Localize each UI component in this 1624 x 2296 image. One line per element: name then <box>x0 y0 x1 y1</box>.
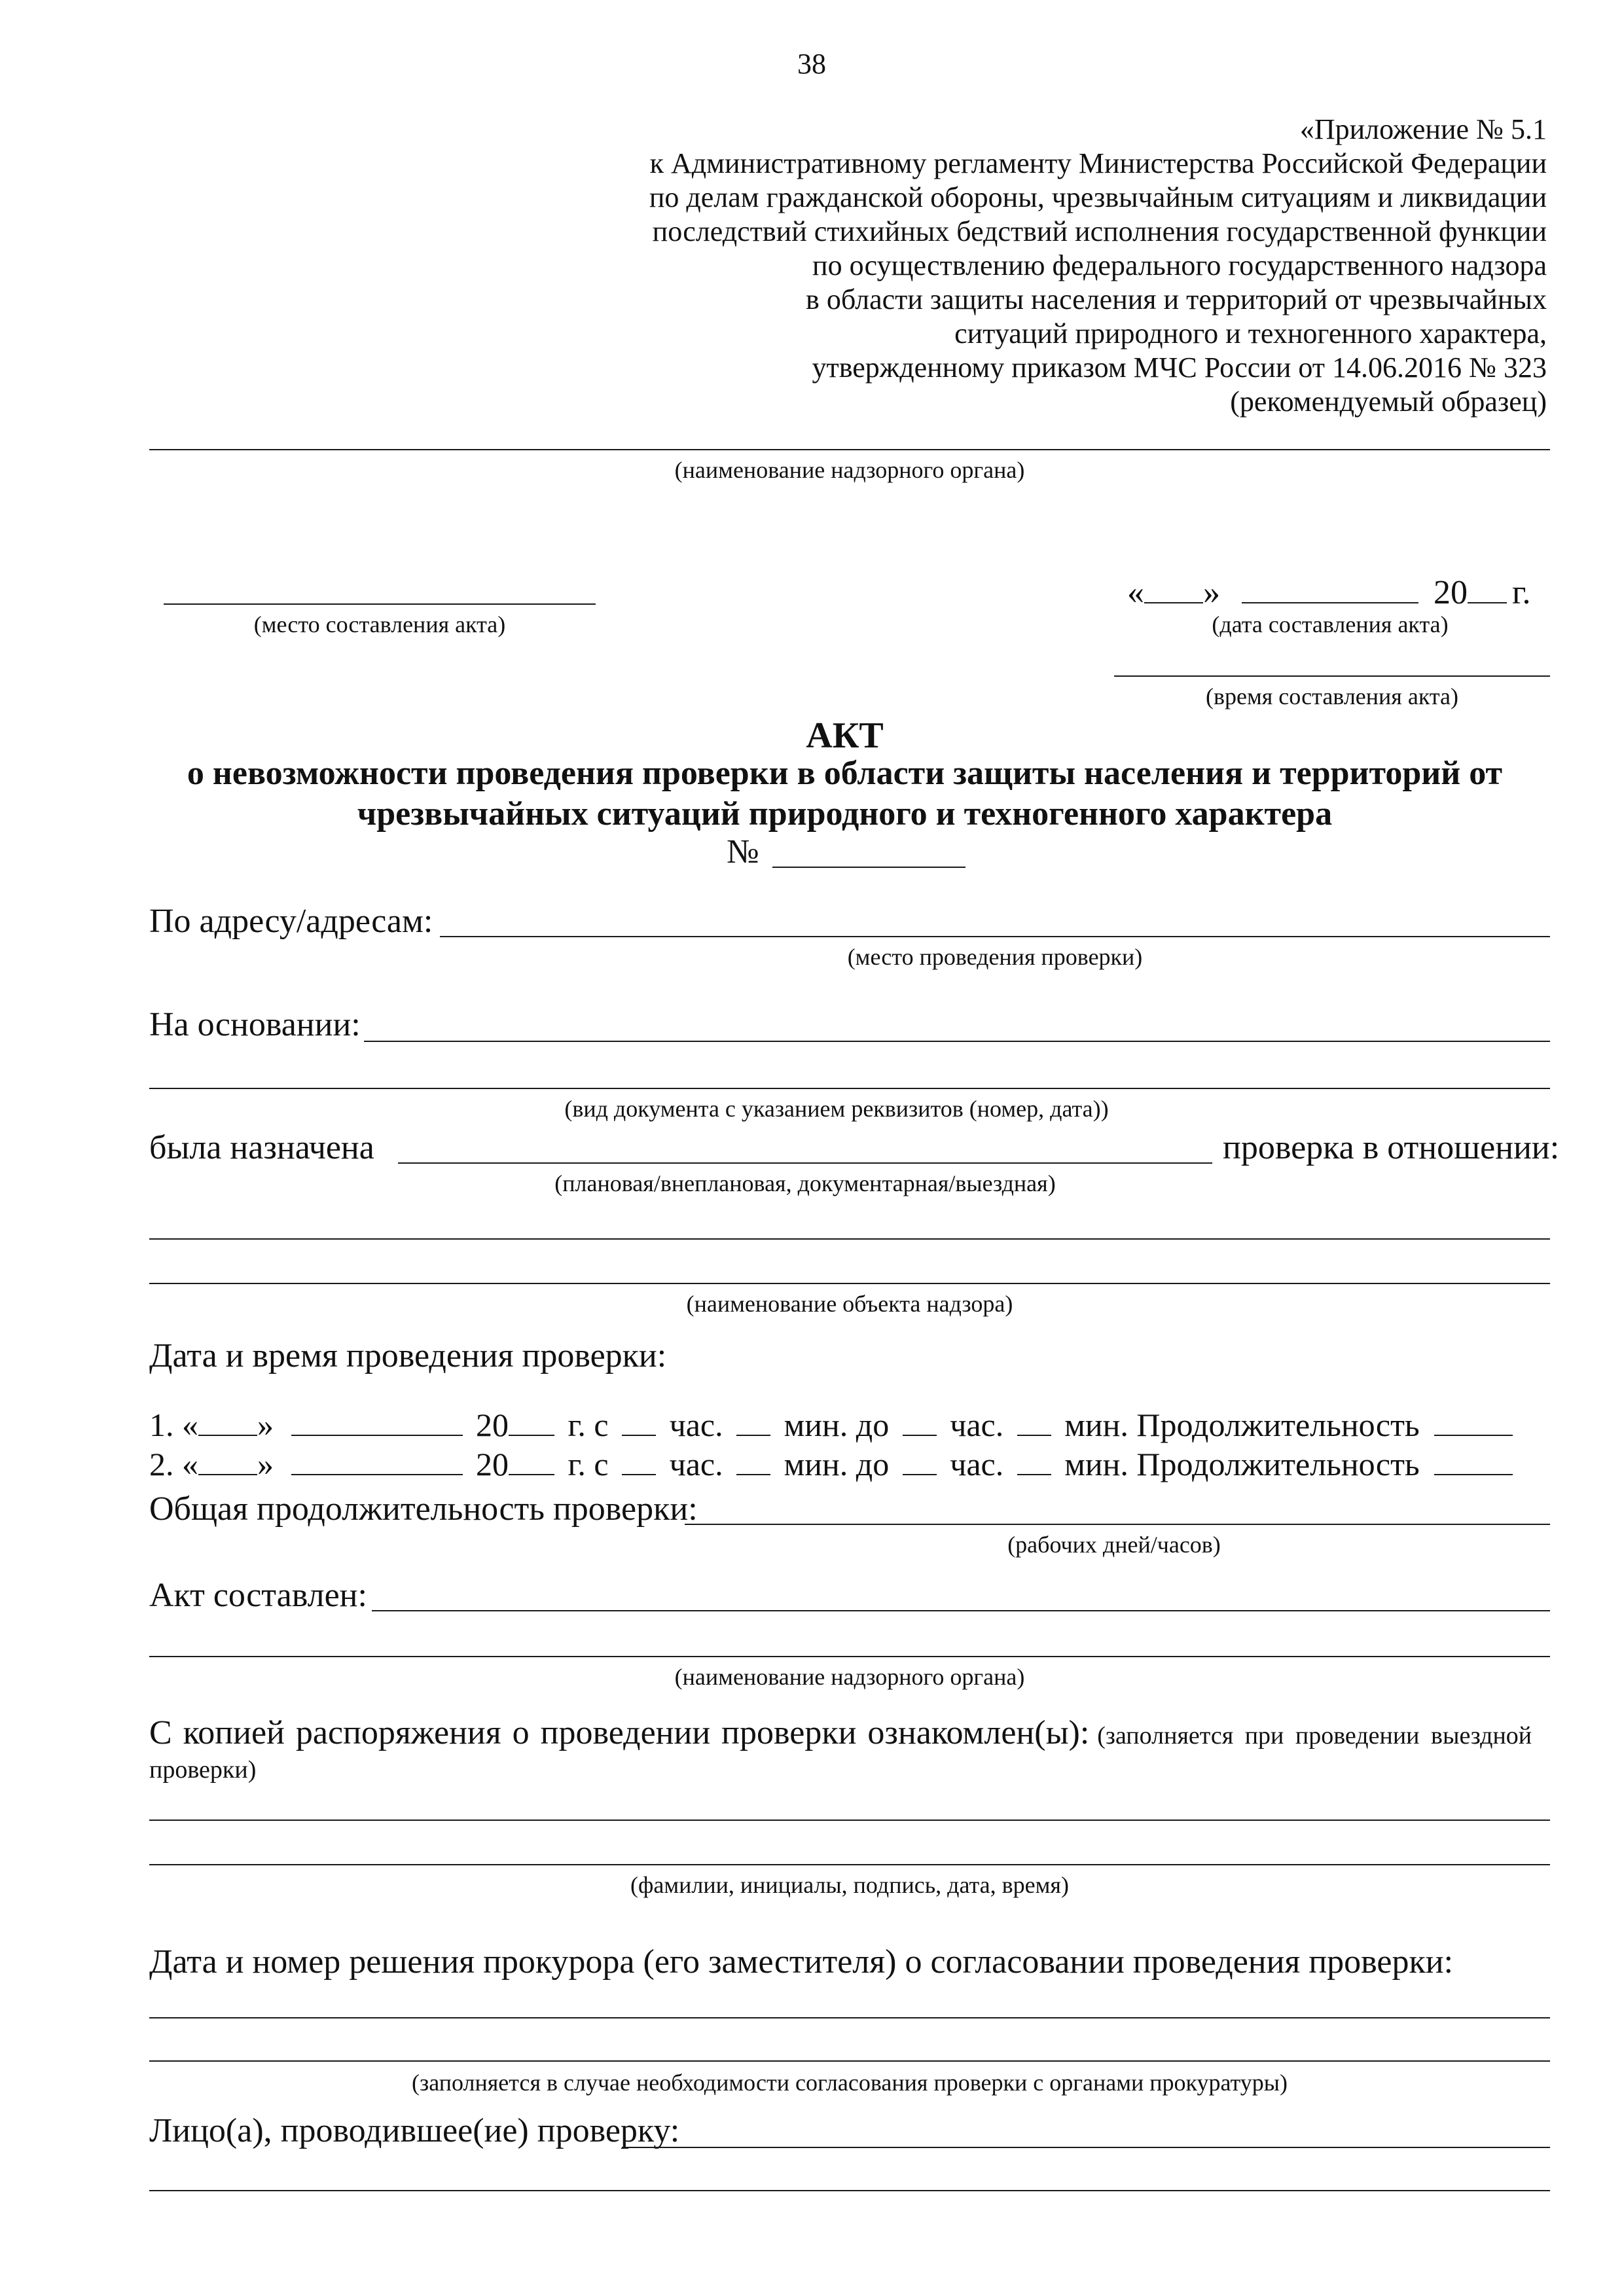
duration-field[interactable] <box>1434 1405 1513 1436</box>
row-number: 1. « <box>149 1407 198 1443</box>
appendix-header <box>565 113 1547 419</box>
datetime-row-2 <box>149 1444 1513 1484</box>
min-to-label: мин. до <box>784 1446 890 1482</box>
prosecutor-label: Дата и номер решения прокурора (его заместителя) о согласовании проведения проверки: <box>149 1943 1454 1981</box>
signatures-caption: (фамилии, инициалы, подпись, дата, время) <box>630 1872 1069 1898</box>
basis-field-2[interactable] <box>149 1088 1550 1089</box>
duration-field[interactable] <box>1434 1444 1513 1475</box>
year-field[interactable] <box>509 1444 554 1475</box>
appendix-line: ситуаций природного и техногенного характера, <box>954 317 1547 350</box>
copy-label: С копией распоряжения о проведении проверки ознакомлен(ы): <box>149 1714 1090 1751</box>
date-year-field[interactable] <box>1468 572 1507 603</box>
year-field[interactable] <box>509 1405 554 1436</box>
acquainted-field-1[interactable] <box>149 1820 1550 1821</box>
object-field-1[interactable] <box>149 1238 1550 1240</box>
compiled-field-2[interactable] <box>149 1656 1550 1657</box>
prosecutor-field-1[interactable] <box>149 2017 1550 2018</box>
copy-note: (заполняется при проведении выездной <box>1097 1722 1532 1749</box>
basis-caption: (вид документа с указанием реквизитов (номер, дата)) <box>564 1096 1109 1122</box>
total-duration-label: Общая продолжительность проверки: <box>149 1490 698 1528</box>
copy-ack-block <box>149 1713 1550 1755</box>
appendix-line: к Административному регламенту Министерства Российской Федерации <box>649 147 1547 179</box>
date-row <box>1127 572 1530 613</box>
from-label: г. с <box>568 1446 609 1482</box>
prosecutor-caption: (заполняется в случае необходимости согласования проверки с органами прокуратуры) <box>412 2070 1288 2096</box>
hour-to-field[interactable] <box>903 1444 937 1475</box>
object-field-2[interactable] <box>149 1283 1550 1284</box>
duration-label: мин. Продолжительность <box>1064 1446 1420 1482</box>
min-to-field[interactable] <box>1017 1444 1051 1475</box>
acquainted-field-2[interactable] <box>149 1864 1550 1865</box>
address-label: По адресу/адресам: <box>149 903 433 940</box>
hour-label: час. <box>950 1407 1004 1443</box>
hour-label: час. <box>950 1446 1004 1482</box>
compiled-field[interactable] <box>372 1610 1550 1611</box>
appendix-line: по делам гражданской обороны, чрезвычайным ситуациям и ликвидации <box>649 181 1547 213</box>
page-number: 38 <box>797 48 826 80</box>
from-label: г. с <box>568 1407 609 1443</box>
min-to-label: мин. до <box>784 1407 890 1443</box>
date-close-quote: » <box>1203 574 1220 611</box>
datetime-label: Дата и время проведения проверки: <box>149 1337 667 1374</box>
year-prefix: 20 <box>476 1407 509 1443</box>
assigned-label: была назначена <box>149 1129 374 1166</box>
close-quote: » <box>257 1407 274 1443</box>
appendix-line: последствий стихийных бедствий исполнения государственной функции <box>652 215 1547 247</box>
date-year-suffix: г. <box>1512 574 1531 611</box>
hour-to-field[interactable] <box>903 1405 937 1436</box>
appendix-line: утвержденному приказом МЧС России от 14.06.2016 № 323 <box>812 351 1547 384</box>
act-subtitle-line2: чрезвычайных ситуаций природного и техногенного характера <box>357 795 1333 833</box>
basis-field[interactable] <box>364 1041 1550 1042</box>
appendix-line: в области защиты населения и территорий от чрезвычайных <box>806 283 1547 315</box>
min-from-field[interactable] <box>736 1444 770 1475</box>
date-open-quote: « <box>1127 574 1144 611</box>
address-caption: (место проведения проверки) <box>847 944 1143 970</box>
date-month-field[interactable] <box>1242 572 1418 603</box>
close-quote: » <box>257 1446 274 1482</box>
date-caption: (дата составления акта) <box>1212 611 1449 637</box>
inspector-label: Лицо(а), проводившее(ие) проверку: <box>149 2112 680 2149</box>
place-field[interactable] <box>164 603 596 605</box>
month-field[interactable] <box>291 1444 463 1475</box>
prosecutor-field-2[interactable] <box>149 2060 1550 2062</box>
min-from-field[interactable] <box>736 1405 770 1436</box>
inspection-type-field[interactable] <box>398 1162 1212 1164</box>
hour-label: час. <box>669 1407 723 1443</box>
time-caption: (время составления акта) <box>1206 683 1458 709</box>
total-duration-field[interactable] <box>685 1524 1550 1525</box>
address-field[interactable] <box>440 936 1550 937</box>
row-number: 2. « <box>149 1446 198 1482</box>
act-number-field[interactable] <box>772 867 965 868</box>
duration-label: мин. Продолжительность <box>1064 1407 1420 1443</box>
month-field[interactable] <box>291 1405 463 1436</box>
basis-label: На основании: <box>149 1006 361 1043</box>
act-title: АКТ <box>806 715 884 756</box>
authority-caption-2: (наименование надзорного органа) <box>674 1664 1025 1690</box>
assigned-suffix: проверка в отношении: <box>1223 1129 1560 1166</box>
day-field[interactable] <box>198 1405 257 1436</box>
datetime-row-1 <box>149 1405 1513 1444</box>
duration-caption: (рабочих дней/часов) <box>1007 1532 1221 1558</box>
hour-from-field[interactable] <box>622 1444 656 1475</box>
inspector-field[interactable] <box>622 2147 1550 2148</box>
appendix-line: «Приложение № 5.1 <box>1299 113 1547 145</box>
appendix-line: (рекомендуемый образец) <box>1230 386 1547 418</box>
object-caption: (наименование объекта надзора) <box>686 1291 1013 1317</box>
appendix-line: по осуществлению федерального государственного надзора <box>812 249 1547 281</box>
time-field[interactable] <box>1114 675 1550 677</box>
year-prefix: 20 <box>476 1446 509 1482</box>
inspector-field-2[interactable] <box>149 2190 1550 2191</box>
inspection-type-caption: (плановая/внеплановая, документарная/выездная) <box>554 1170 1056 1196</box>
date-day-field[interactable] <box>1144 572 1203 603</box>
act-subtitle-line1: о невозможности проведения проверки в области защиты населения и территорий от <box>187 755 1503 792</box>
min-to-field[interactable] <box>1017 1405 1051 1436</box>
compiled-label: Акт составлен: <box>149 1577 367 1614</box>
authority-name-field[interactable] <box>149 449 1550 450</box>
place-caption: (место составления акта) <box>253 611 506 637</box>
hour-from-field[interactable] <box>622 1405 656 1436</box>
copy-note-2: проверки) <box>149 1756 257 1784</box>
date-year-prefix: 20 <box>1434 574 1468 611</box>
hour-label: час. <box>669 1446 723 1482</box>
act-number-sign: № <box>727 833 759 870</box>
day-field[interactable] <box>198 1444 257 1475</box>
authority-caption: (наименование надзорного органа) <box>674 457 1025 483</box>
